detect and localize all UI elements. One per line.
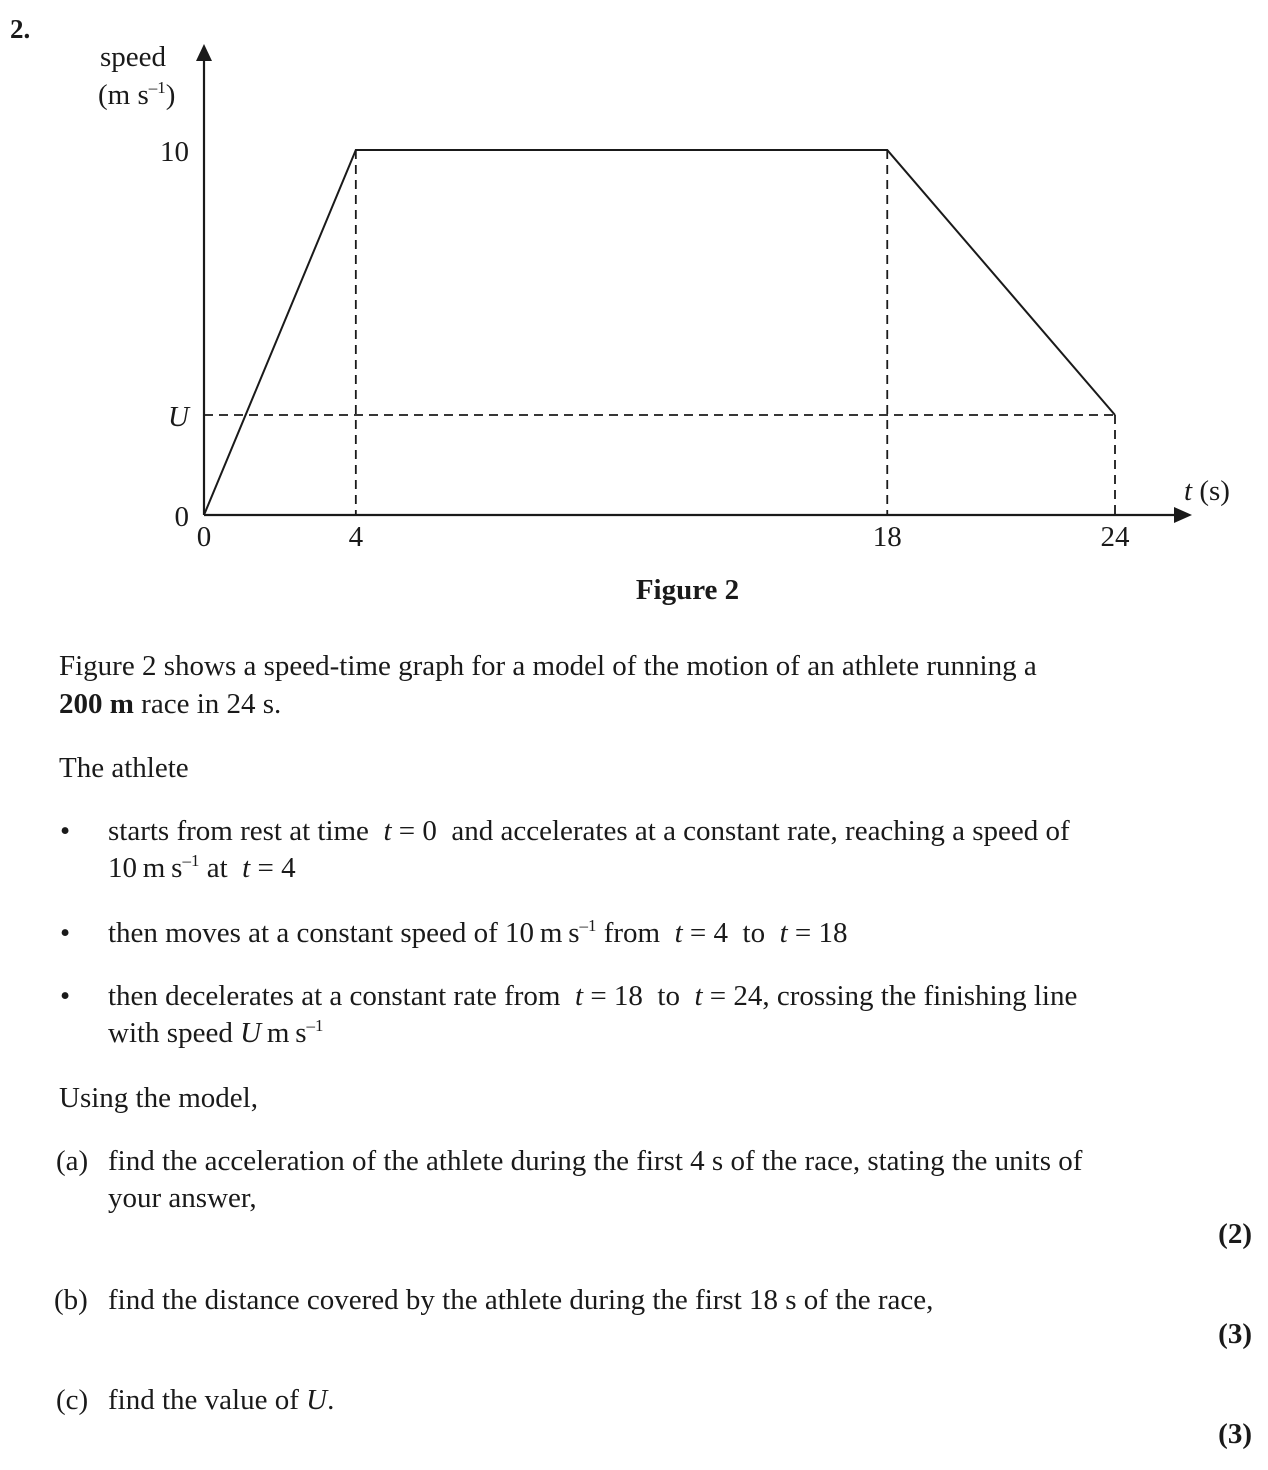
athlete-label: The athlete bbox=[59, 752, 189, 784]
axis-labels bbox=[98, 41, 1230, 553]
bullet-1-line-2: 10 m $s^{-1}$ at t = 4 bbox=[108, 851, 296, 884]
bullet-dot: • bbox=[60, 980, 71, 1012]
x-tick-label: 18 bbox=[872, 521, 902, 553]
bullet-dot: • bbox=[60, 815, 71, 847]
intro-line-2 bbox=[59, 686, 1209, 722]
part-b-line-1: find the distance covered by the athlete during the first 18 s of the race, bbox=[108, 1284, 934, 1316]
bullet-dot: • bbox=[60, 917, 71, 949]
part-c-line-1: find the value of U. bbox=[108, 1384, 335, 1416]
x-axis-arrow-icon bbox=[1174, 507, 1192, 523]
using-model: Using the model, bbox=[59, 1082, 258, 1114]
x-tick-label: 4 bbox=[348, 521, 364, 553]
race-distance: 200 m bbox=[59, 688, 134, 720]
bullet-1-line-1: starts from rest at time t = 0 and accelerates at a constant rate, reaching a speed of bbox=[108, 815, 1070, 847]
bullet-3-line-1: then decelerates at a constant rate from t = 18 to t = 24, crossing the finishing line bbox=[108, 980, 1078, 1012]
speed-series bbox=[204, 150, 1115, 515]
x-tick-label: 24 bbox=[1100, 521, 1130, 553]
speed-time-chart bbox=[0, 0, 1268, 560]
part-b-label: (b) bbox=[54, 1284, 88, 1316]
question-number: 2. bbox=[10, 14, 31, 44]
y-axis-unit-label: (m $s^{-1}$) bbox=[98, 78, 176, 111]
bullet-2-line-1: then moves at a constant speed of 10 m $s^{-1}$ from t = 4 to t = 18 bbox=[108, 916, 848, 949]
part-b-marks: (3) bbox=[1218, 1318, 1252, 1350]
part-c-marks: (3) bbox=[1218, 1418, 1252, 1450]
speed-line bbox=[204, 150, 1115, 515]
y-tick-label: 10 bbox=[160, 136, 189, 168]
part-a-line-2: your answer, bbox=[108, 1182, 257, 1214]
dashed-guides bbox=[204, 150, 1115, 515]
x-axis-label: t (s) bbox=[1184, 475, 1230, 507]
y-tick-label: 0 bbox=[174, 501, 189, 533]
figure-caption: Figure 2 bbox=[635, 574, 740, 606]
x-tick-label: 0 bbox=[196, 521, 212, 553]
y-axis-label: speed bbox=[100, 41, 167, 73]
intro-line-1: Figure 2 shows a speed-time graph for a model of the motion of an athlete running a bbox=[59, 650, 1037, 682]
part-c-label: (c) bbox=[56, 1384, 89, 1416]
part-a-line-1: find the acceleration of the athlete during the first 4 s of the race, stating the units of bbox=[108, 1145, 1083, 1177]
intro-line-2-rest: race in 24 s. bbox=[133, 688, 282, 720]
y-axis-arrow-icon bbox=[196, 44, 212, 61]
bullet-3-line-2: with speed U m $s^{-1}$ bbox=[108, 1016, 324, 1049]
y-tick-label: U bbox=[168, 400, 189, 433]
part-a-label: (a) bbox=[56, 1145, 89, 1177]
axes bbox=[196, 44, 1192, 523]
part-a-marks: (2) bbox=[1218, 1218, 1252, 1250]
